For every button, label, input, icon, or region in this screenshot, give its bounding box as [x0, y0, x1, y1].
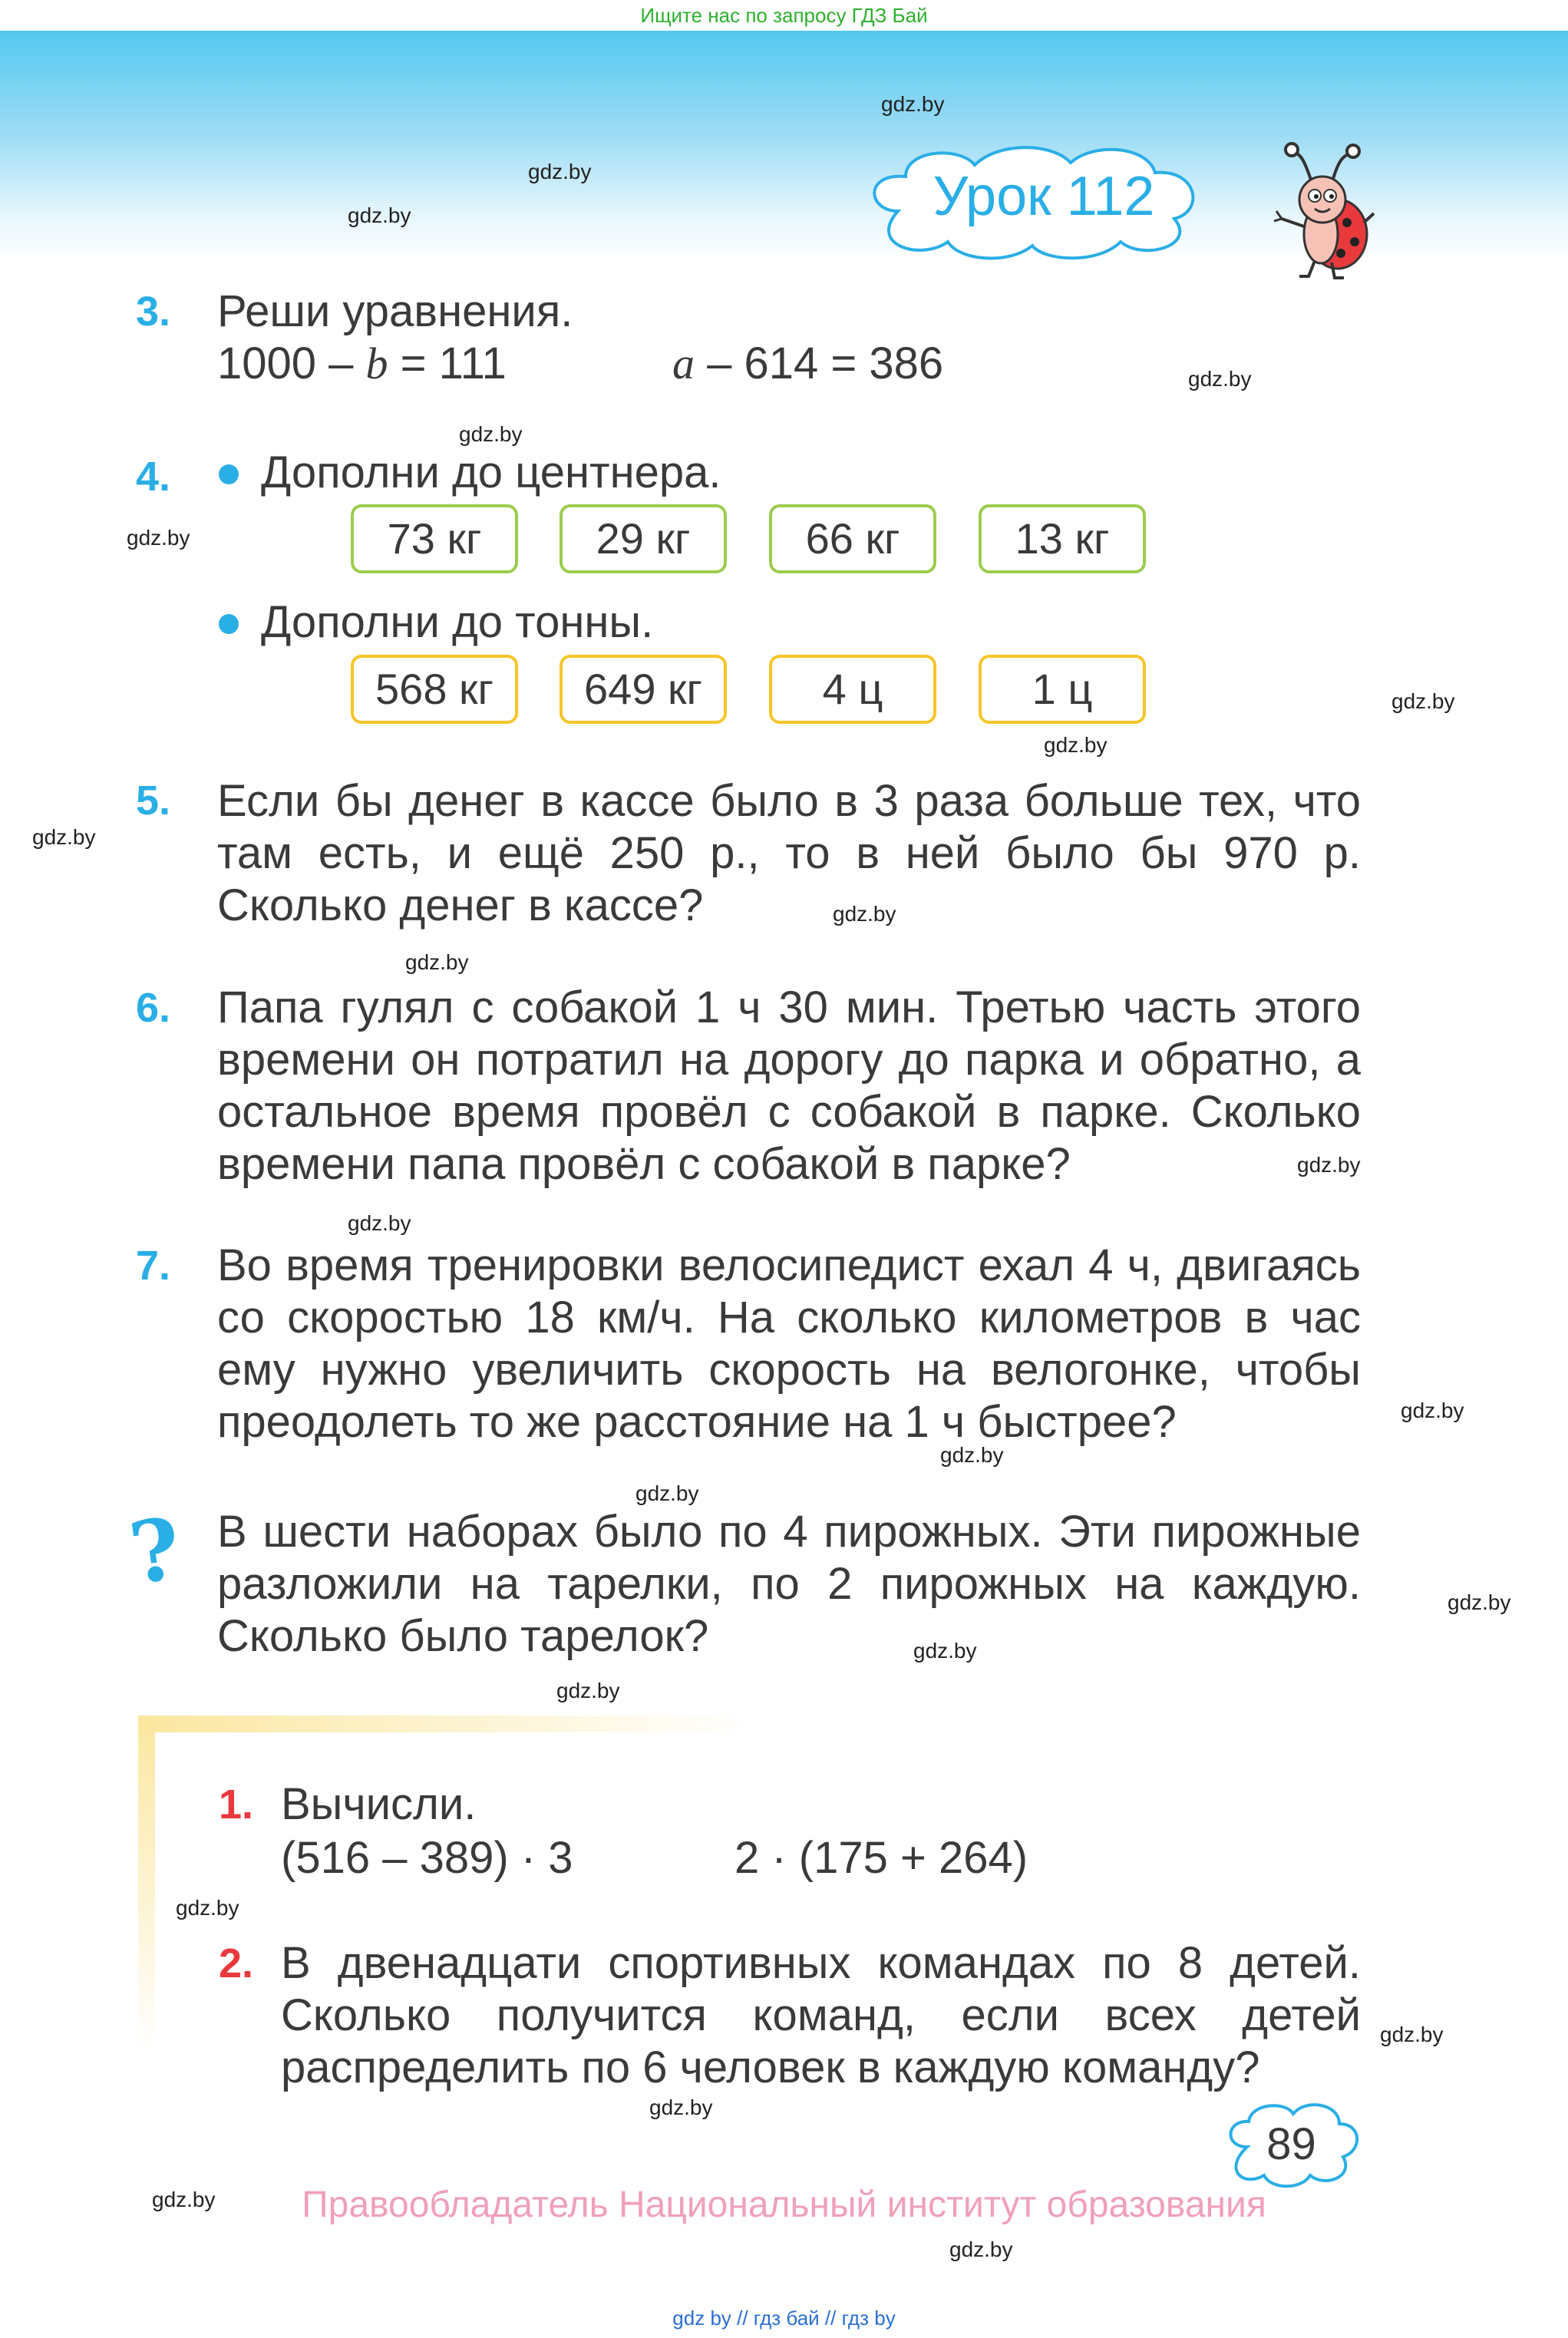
bottom-links[interactable]: gdz by // гдз бай // гдз by: [672, 2307, 896, 2330]
watermark: gdz.by: [940, 1443, 1004, 1467]
task-text: В шести наборах было по 4 пирожных. Эти пирожные разложили на тарелки, по 2 пирожных на каждую. Сколько было тарелок?: [217, 1507, 1361, 1661]
lesson-title: Урок 112: [933, 166, 1155, 227]
task-number: 5.: [136, 778, 171, 824]
watermark: gdz.by: [459, 422, 523, 446]
equation-1: 1000 – b = 111: [217, 338, 507, 388]
watermark: gdz.by: [1188, 367, 1252, 391]
equation-2: a – 614 = 386: [672, 338, 944, 388]
watermark: gdz.by: [649, 2095, 713, 2119]
copyright: Правообладатель Национальный институт образования: [302, 2184, 1266, 2225]
watermark: gdz.by: [881, 92, 945, 116]
task-number: 6.: [136, 985, 171, 1031]
watermark: gdz.by: [176, 1896, 239, 1920]
watermark: gdz.by: [1044, 733, 1108, 757]
page-number: 89: [1266, 2119, 1316, 2169]
variable: b: [365, 338, 388, 388]
watermark: gdz.by: [1448, 1590, 1511, 1614]
watermark: gdz.by: [1297, 1153, 1361, 1177]
task-number: 3.: [136, 289, 171, 335]
watermark: gdz.by: [833, 902, 896, 926]
watermark: gdz.by: [556, 1679, 620, 1702]
variable: a: [672, 338, 695, 388]
watermark: gdz.by: [635, 1481, 699, 1505]
answer-box: 29 кг: [560, 504, 727, 573]
watermark: gdz.by: [1380, 2023, 1444, 2046]
ladybug-icon: [1270, 138, 1378, 284]
question-icon: ?: [124, 1498, 187, 1603]
task-text: Во время тренировки велосипедист ехал 4 ч, двигаясь со скоростью 18 км/ч. На сколько километров в час ему нужно увеличить скорость на велогонке, чтобы преодолеть то же расстояние на 1 ч быстрее?: [217, 1240, 1361, 1447]
watermark: gdz.by: [1391, 689, 1455, 713]
expression-1: (516 – 389) · 3: [281, 1833, 573, 1883]
watermark: gdz.by: [949, 2237, 1013, 2261]
watermark: gdz.by: [152, 2188, 216, 2211]
task-text: Папа гулял с собакой 1 ч 30 мин. Третью часть этого времени он потратил на дорогу до парка и обратно, а остальное время провёл с собакой в парке. Сколько времени папа провёл с собакой в парке?: [217, 982, 1361, 1189]
answer-box: 73 кг: [351, 504, 518, 573]
task-number: 7.: [136, 1243, 171, 1289]
watermark: gdz.by: [348, 203, 411, 227]
expression-2: 2 · (175 + 264): [734, 1833, 1028, 1883]
watermark: gdz.by: [913, 1639, 977, 1663]
watermark: gdz.by: [32, 825, 96, 849]
review-number: 1.: [219, 1782, 254, 1828]
answer-box: 4 ц: [769, 655, 936, 724]
bullet-icon: [219, 464, 239, 484]
review-title: Вычисли.: [281, 1779, 477, 1829]
answer-box: 13 кг: [979, 504, 1146, 573]
task-text: Дополни до центнера.: [261, 447, 721, 497]
watermark: gdz.by: [405, 950, 469, 974]
watermark: gdz.by: [348, 1211, 411, 1235]
answer-box: 568 кг: [351, 655, 518, 724]
answer-box: 66 кг: [769, 504, 936, 573]
task-number: 4.: [136, 454, 171, 500]
task-title: Реши уравнения.: [217, 286, 573, 336]
answer-box: 1 ц: [979, 655, 1146, 724]
bullet-icon: [219, 614, 239, 634]
answer-box: 649 кг: [560, 655, 727, 724]
review-text: В двенадцати спортивных командах по 8 детей. Сколько получится команд, если всех детей распределить по 6 человек в каждую команду?: [281, 1938, 1361, 2092]
watermark: gdz.by: [528, 160, 592, 183]
task-text: Если бы денег в кассе было в 3 раза больше тех, что там есть, и ещё 250 р., то в ней было бы 970 р. Сколько денег в кассе?: [217, 776, 1361, 930]
task-text: Дополни до тонны.: [261, 597, 654, 647]
review-number: 2.: [219, 1940, 254, 1986]
top-banner[interactable]: Ищите нас по запросу ГДЗ Бай: [0, 0, 1568, 31]
watermark: gdz.by: [127, 526, 190, 550]
watermark: gdz.by: [1401, 1399, 1464, 1422]
